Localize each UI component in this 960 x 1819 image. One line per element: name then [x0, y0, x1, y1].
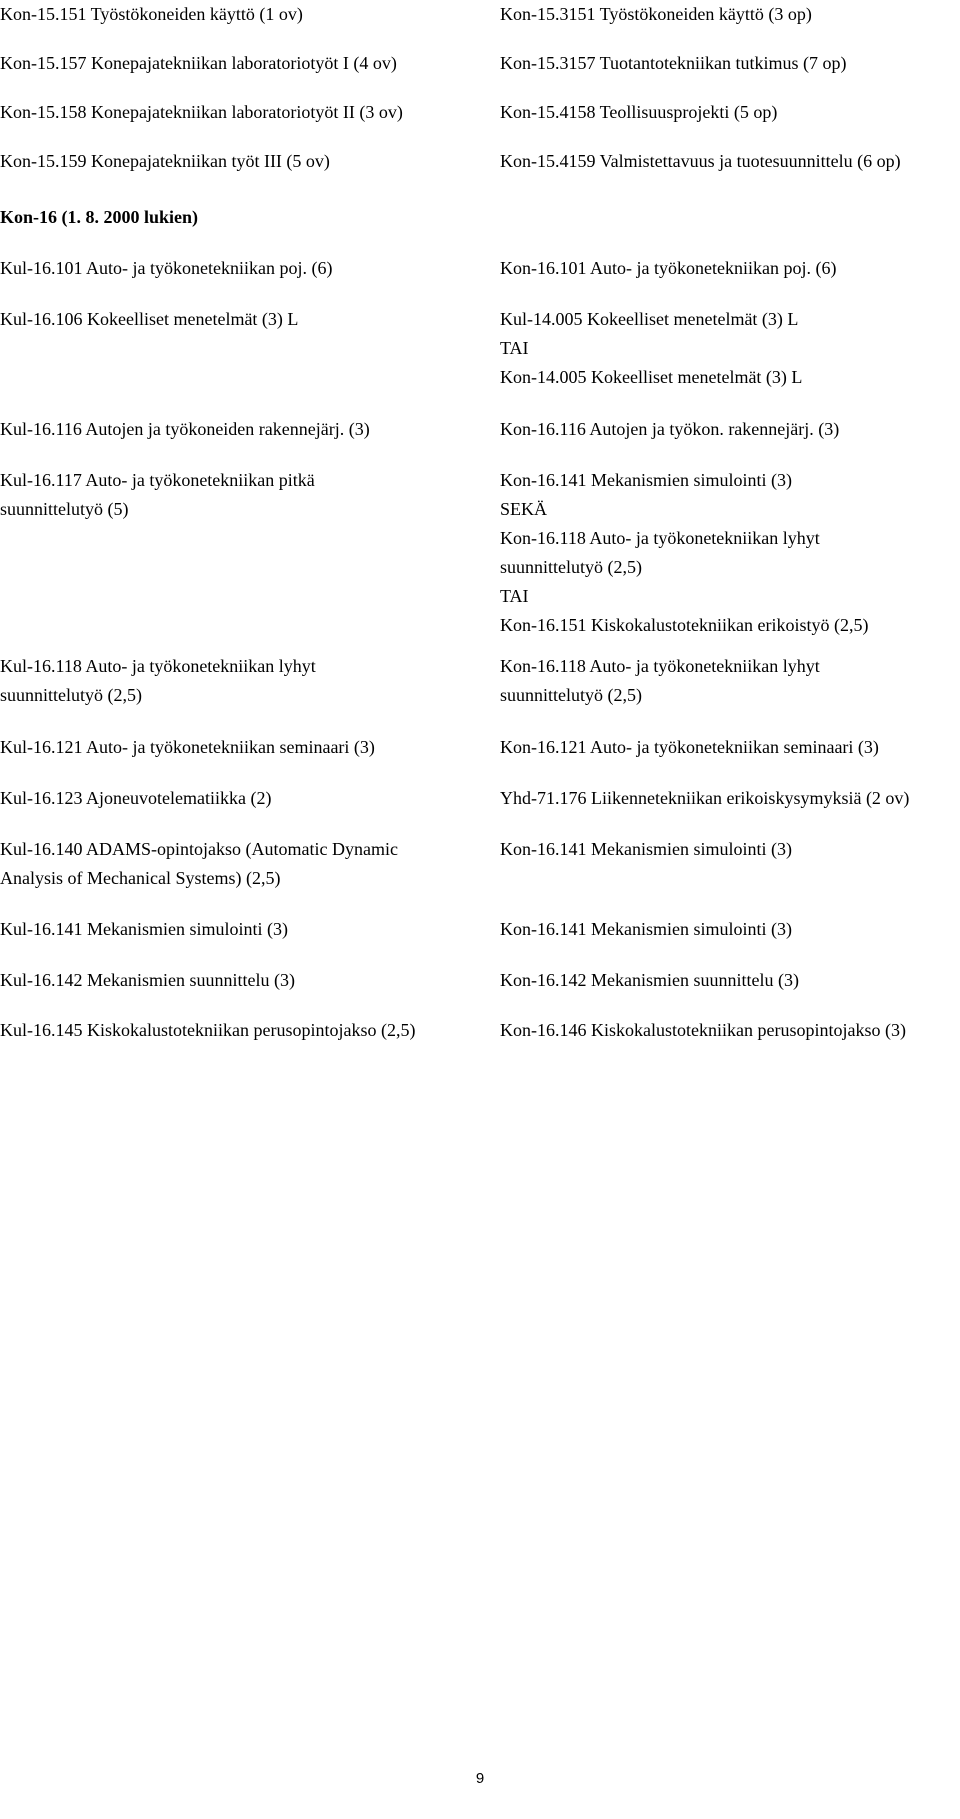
course-line: suunnittelutyö (2,5) — [0, 685, 142, 705]
old-course-cell — [0, 835, 398, 893]
course-line: Kon-15.159 Konepajatekniikan työt III (5 ov) — [0, 151, 330, 171]
new-course-cell — [500, 652, 820, 710]
course-line: SEKÄ — [500, 499, 548, 519]
section-title: Kon-16 (1. 8. 2000 lukien) — [0, 207, 199, 227]
new-course-cell — [500, 966, 799, 995]
course-line: suunnittelutyö (5) — [0, 499, 129, 519]
course-line: Kul-16.142 Mekanismien suunnittelu (3) — [0, 970, 295, 990]
course-line: Kon-16.142 Mekanismien suunnittelu (3) — [500, 970, 799, 990]
course-line: Kon-16.151 Kiskokalustotekniikan erikoistyö (2,5) — [500, 615, 869, 635]
course-line: Kon-16.121 Auto- ja työkonetekniikan seminaari (3) — [500, 737, 879, 757]
course-line: Kul-16.123 Ajoneuvotelematiikka (2) — [0, 788, 272, 808]
course-line: Kon-16.141 Mekanismien simulointi (3) — [500, 470, 792, 490]
course-line: Kul-16.118 Auto- ja työkonetekniikan lyhyt — [0, 656, 316, 676]
new-course-cell — [500, 254, 836, 283]
course-line: Kon-15.151 Työstökoneiden käyttö (1 ov) — [0, 4, 303, 24]
new-course-cell — [500, 733, 879, 762]
course-line: Kon-14.005 Kokeelliset menetelmät (3) L — [500, 367, 803, 387]
old-course-cell — [0, 305, 298, 334]
old-course-cell — [0, 733, 375, 762]
old-course-cell — [0, 49, 397, 78]
course-line: Kul-16.141 Mekanismien simulointi (3) — [0, 919, 288, 939]
course-line: Kul-16.140 ADAMS-opintojakso (Automatic Dynamic — [0, 839, 398, 859]
new-course-cell — [500, 305, 802, 392]
new-course-cell — [500, 98, 777, 127]
new-course-cell — [500, 784, 909, 813]
new-course-cell — [500, 1016, 906, 1045]
old-course-cell — [0, 652, 316, 710]
new-course-cell — [500, 0, 812, 29]
new-course-cell — [500, 49, 847, 78]
course-line: Kon-16.141 Mekanismien simulointi (3) — [500, 919, 792, 939]
new-course-cell — [500, 466, 868, 640]
old-course-cell — [0, 966, 295, 995]
course-line: Kul-16.106 Kokeelliset menetelmät (3) L — [0, 309, 299, 329]
old-course-cell — [0, 98, 403, 127]
old-course-cell — [0, 147, 330, 176]
course-line: TAI — [500, 338, 529, 358]
course-line: Analysis of Mechanical Systems) (2,5) — [0, 868, 281, 888]
course-line: TAI — [500, 586, 529, 606]
course-line: Kon-15.158 Konepajatekniikan laboratoriotyöt II (3 ov) — [0, 102, 403, 122]
course-line: Kon-15.4158 Teollisuusprojekti (5 op) — [500, 102, 778, 122]
old-course-cell — [0, 915, 288, 944]
course-line: Yhd-71.176 Liikennetekniikan erikoiskysymyksiä (2 ov) — [500, 788, 910, 808]
course-line: Kon-15.4159 Valmistettavuus ja tuotesuunnittelu (6 op) — [500, 151, 901, 171]
old-course-cell — [0, 0, 303, 29]
course-line: Kul-16.117 Auto- ja työkonetekniikan pitkä — [0, 470, 315, 490]
old-course-cell — [0, 415, 370, 444]
new-course-cell — [500, 147, 901, 176]
page-number: 9 — [475, 1770, 485, 1787]
course-line: Kul-16.121 Auto- ja työkonetekniikan seminaari (3) — [0, 737, 375, 757]
course-line: Kon-16.118 Auto- ja työkonetekniikan lyhyt — [500, 656, 820, 676]
old-course-cell — [0, 784, 271, 813]
old-course-cell — [0, 254, 332, 283]
new-course-cell — [500, 415, 839, 444]
new-course-cell — [500, 915, 792, 944]
course-line: Kon-15.3157 Tuotantotekniikan tutkimus (7 op) — [500, 53, 847, 73]
course-line: suunnittelutyö (2,5) — [500, 685, 642, 705]
course-line: Kon-16.101 Auto- ja työkonetekniikan poj. (6) — [500, 258, 837, 278]
course-line: Kul-16.145 Kiskokalustotekniikan perusopintojakso (2,5) — [0, 1020, 416, 1040]
course-line: Kon-16.146 Kiskokalustotekniikan perusopintojakso (3) — [500, 1020, 906, 1040]
new-course-cell — [500, 835, 792, 864]
course-line: Kon-15.157 Konepajatekniikan laboratoriotyöt I (4 ov) — [0, 53, 397, 73]
course-line: Kon-16.141 Mekanismien simulointi (3) — [500, 839, 792, 859]
course-line: Kul-16.116 Autojen ja työkoneiden rakennejärj. (3) — [0, 419, 370, 439]
course-line: suunnittelutyö (2,5) — [500, 557, 642, 577]
course-line: Kon-16.118 Auto- ja työkonetekniikan lyhyt — [500, 528, 820, 548]
old-course-cell — [0, 466, 315, 524]
course-line: Kon-16.116 Autojen ja työkon. rakennejärj. (3) — [500, 419, 840, 439]
old-course-cell — [0, 1016, 415, 1045]
course-line: Kul-14.005 Kokeelliset menetelmät (3) L — [500, 309, 799, 329]
course-line: Kon-15.3151 Työstökoneiden käyttö (3 op) — [500, 4, 812, 24]
course-line: Kul-16.101 Auto- ja työkonetekniikan poj. (6) — [0, 258, 333, 278]
